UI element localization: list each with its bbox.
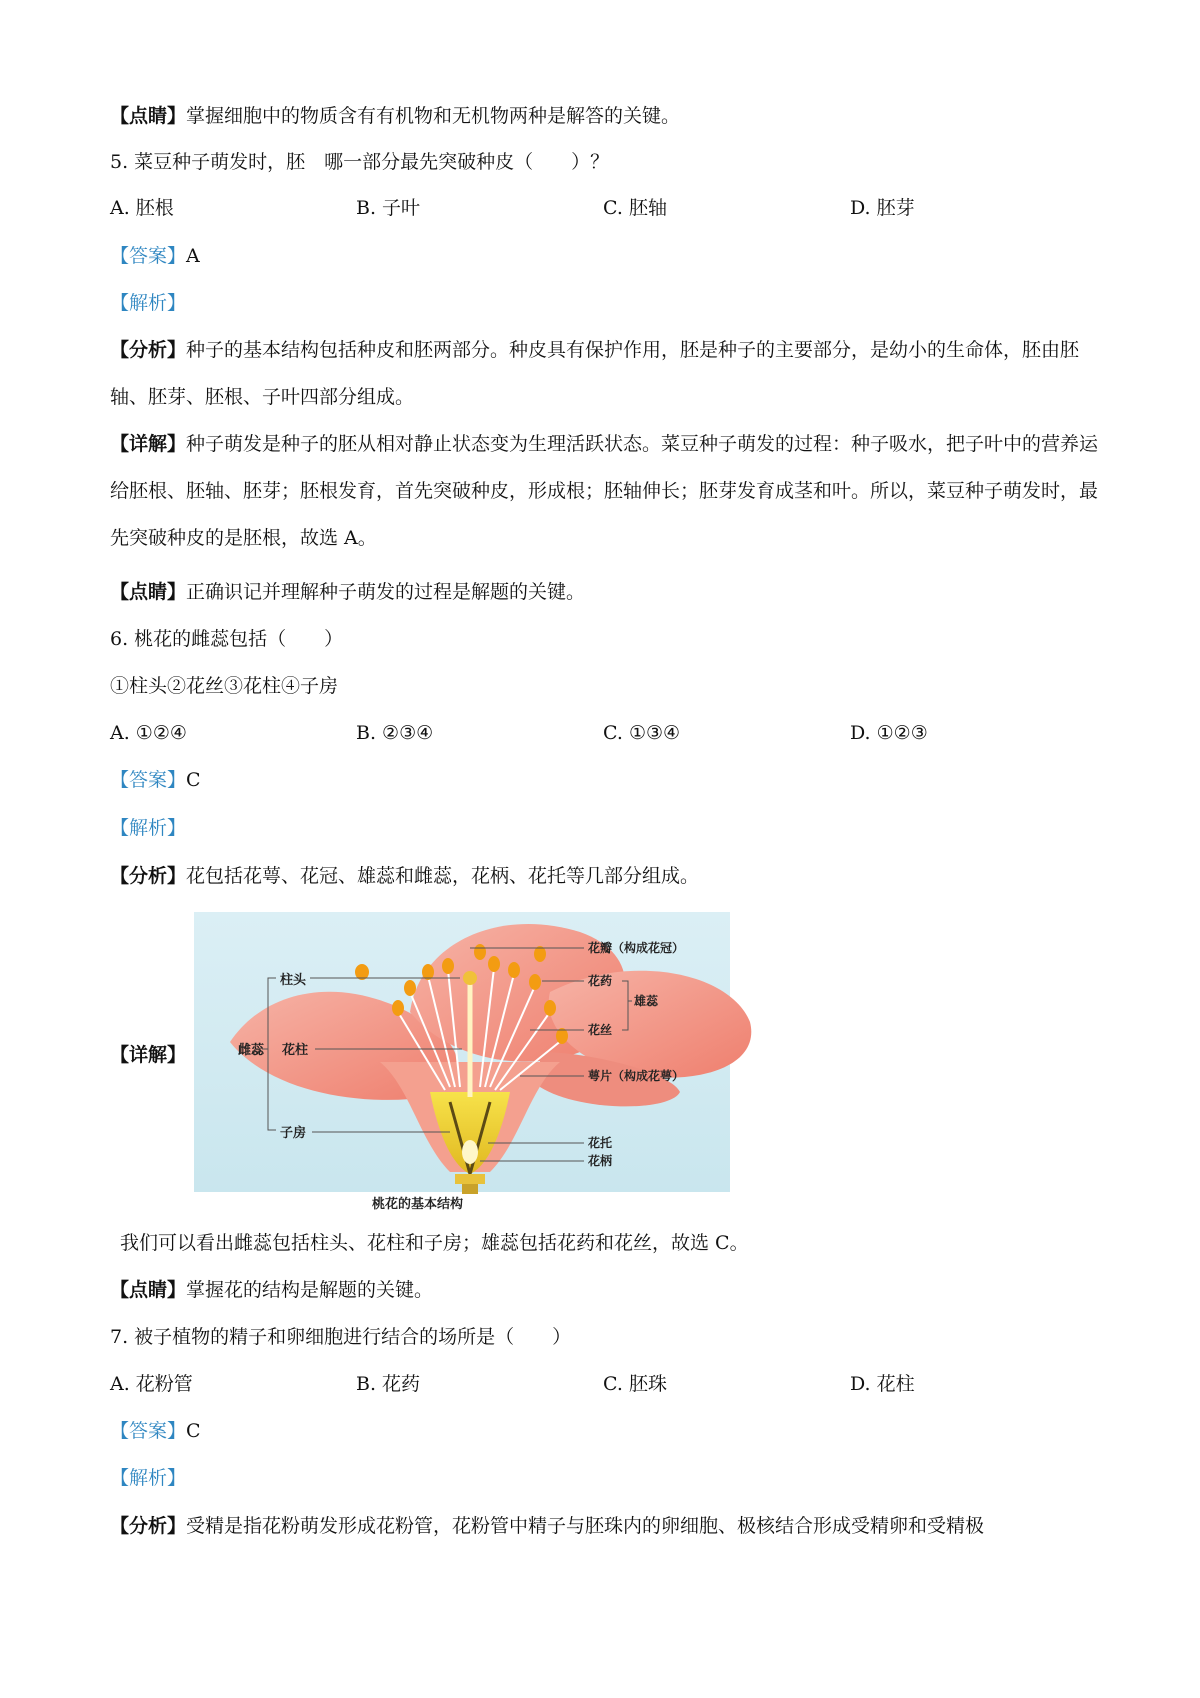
dianjing-tag: 【点睛】 (110, 105, 187, 127)
stigma (463, 971, 477, 985)
jiexi-tag: 【解析】 (110, 1467, 187, 1489)
q7-answer-line (110, 1419, 201, 1443)
q6-option-b: B. ②③④ (356, 722, 434, 744)
q6-option-d: D. ①②③ (850, 722, 928, 744)
question-5-stem: 5. 菜豆种子萌发时，胚 哪一部分最先突破种皮（ ）？ (110, 151, 610, 173)
q6-dianjing (110, 1278, 433, 1302)
label-pistil: 雌蕊 (238, 1043, 265, 1058)
q7-answer: C (186, 1420, 201, 1442)
q6-dianjing-text: 掌握花的结构是解题的关键。 (186, 1279, 434, 1301)
q5-xiangjie-text: 种子萌发是种子的胚从相对静止状态变为生理活跃状态。菜豆种子萌发的过程：种子吸水，把子叶中的营养运给胚根、胚轴、胚芽；胚根发育，首先突破种皮，形成根；胚轴伸长；胚芽发育成茎和叶。所以，菜豆种子萌发时，最先突破种皮的是胚根，故选 A。 (110, 433, 1099, 549)
receptacle (455, 1174, 485, 1184)
label-pedicel: 花柄 (588, 1154, 613, 1168)
q5-fenxi-text: 种子的基本结构包括种皮和胚两部分。种皮具有保护作用，胚是种子的主要部分，是幼小的生命体，胚由胚轴、胚芽、胚根、子叶四部分组成。 (110, 339, 1080, 408)
label-receptacle: 花托 (588, 1136, 613, 1150)
q5-answer-line (110, 244, 200, 268)
q7-option-d: D. 花柱 (850, 1373, 915, 1395)
fenxi-tag: 【分析】 (110, 1515, 187, 1537)
q5-dianjing (110, 580, 585, 604)
q7-fenxi-text: 受精是指花粉萌发形成花粉管，花粉管中精子与胚珠内的卵细胞、极核结合形成受精卵和受精极 (186, 1515, 985, 1537)
fenxi-tag: 【分析】 (110, 865, 187, 887)
dianjing-line (110, 104, 680, 128)
q6-fenxi (110, 864, 699, 888)
answer-tag: 【答案】 (110, 769, 187, 791)
q7-jiexi-line (110, 1466, 186, 1490)
q5-option-b: B. 子叶 (356, 197, 421, 219)
q5-dianjing-text: 正确识记并理解种子萌发的过程是解题的关键。 (186, 581, 586, 603)
q7-fenxi (110, 1514, 984, 1538)
q6-answer-line (110, 768, 201, 792)
q6-option-a: A. ①②④ (110, 722, 187, 744)
q5-jiexi-line (110, 291, 186, 315)
q5-option-c: C. 胚轴 (603, 197, 667, 219)
q6-option-c: C. ①③④ (603, 722, 681, 744)
fenxi-tag: 【分析】 (110, 339, 187, 361)
q5-answer: A (186, 245, 200, 267)
q7-option-c: C. 胚珠 (603, 1373, 667, 1395)
dianjing-tag: 【点睛】 (110, 581, 187, 603)
xiangjie-tag: 【详解】 (110, 433, 187, 455)
label-style: 花柱 (282, 1043, 309, 1058)
question-7-stem: 7. 被子植物的精子和卵细胞进行结合的场所是（ ） (110, 1326, 572, 1348)
jiexi-tag: 【解析】 (110, 817, 187, 839)
pedicel (462, 1184, 478, 1194)
answer-tag: 【答案】 (110, 1420, 187, 1442)
label-sepal: 萼片（构成花萼） (588, 1069, 685, 1083)
diagram-title: 桃花的基本结构 (372, 1197, 464, 1212)
answer-tag: 【答案】 (110, 245, 187, 267)
q5-fenxi (110, 327, 1100, 421)
question-6-stem: 6. 桃花的雌蕊包括（ ） (110, 628, 344, 650)
xiangjie-tag: 【详解】 (110, 1044, 187, 1066)
label-anther: 花药 (588, 974, 613, 988)
q6-after-text: 我们可以看出雌蕊包括柱头、花柱和子房；雄蕊包括花药和花丝，故选 C。 (120, 1232, 749, 1254)
label-filament: 花丝 (588, 1023, 613, 1037)
q5-option-d: D. 胚芽 (850, 197, 915, 219)
label-stamen: 雄蕊 (634, 994, 659, 1008)
q5-xiangjie (110, 421, 1100, 562)
label-petal: 花瓣（构成花冠） (588, 941, 685, 955)
q7-option-a: A. 花粉管 (110, 1373, 193, 1395)
q6-items: ①柱头②花丝③花柱④子房 (110, 675, 339, 697)
label-stigma: 柱头 (280, 973, 307, 988)
q7-option-b: B. 花药 (356, 1373, 421, 1395)
q6-answer: C (186, 769, 201, 791)
q6-fenxi-text: 花包括花萼、花冠、雄蕊和雌蕊，花柄、花托等几部分组成。 (186, 865, 700, 887)
ovule (462, 1140, 478, 1164)
peach-flower-diagram (110, 912, 810, 1214)
label-ovary: 子房 (280, 1126, 307, 1141)
dianjing-tag: 【点睛】 (110, 1279, 187, 1301)
peach-flower-diagram-block (110, 912, 810, 1214)
dianjing-text: 掌握细胞中的物质含有有机物和无机物两种是解答的关键。 (186, 105, 681, 127)
q6-jiexi-line (110, 816, 186, 840)
q5-option-a: A. 胚根 (110, 197, 174, 219)
jiexi-tag: 【解析】 (110, 292, 187, 314)
